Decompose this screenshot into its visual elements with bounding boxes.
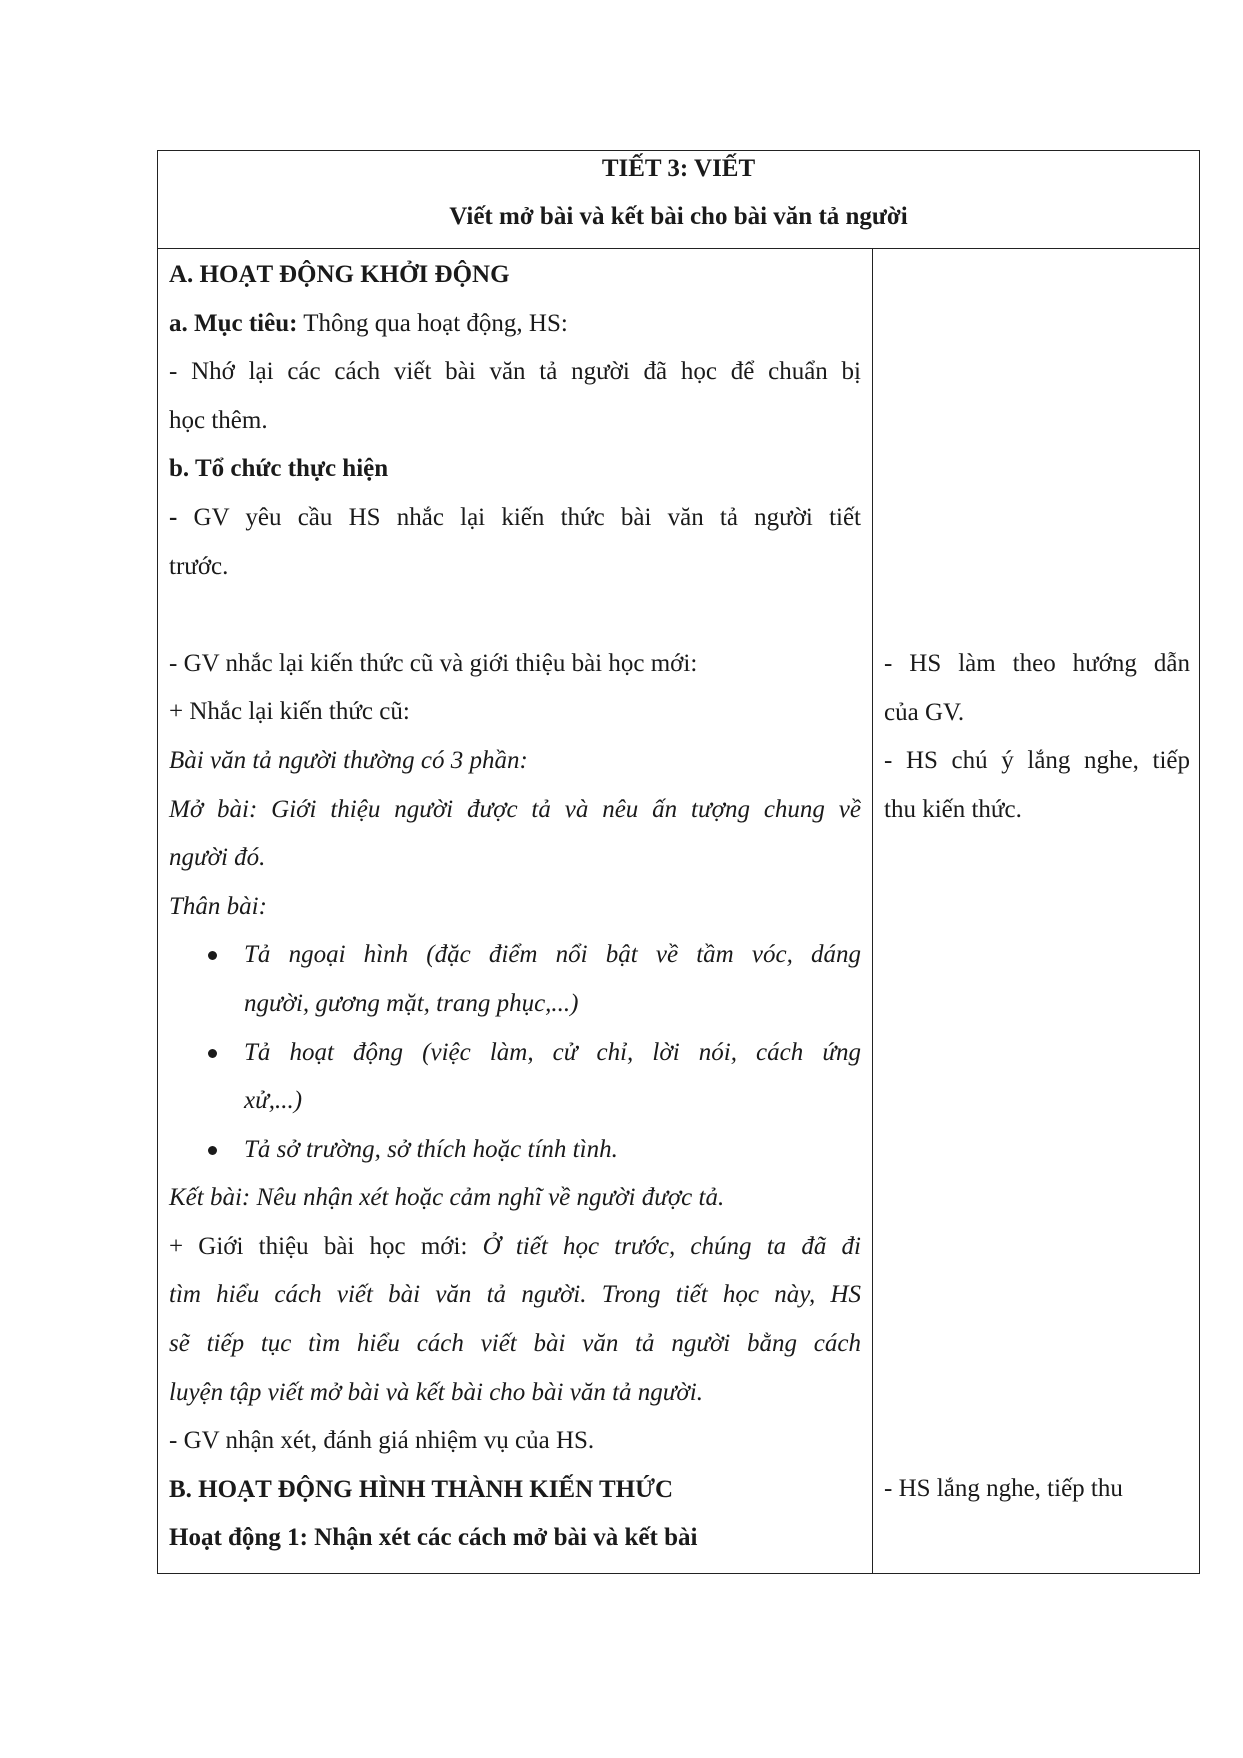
intro-line2: người đó. (169, 844, 266, 872)
bullet-icon (208, 951, 217, 960)
lesson-title: TIẾT 3: VIẾT (601, 155, 756, 182)
bullet-icon (208, 1146, 217, 1155)
objective-label: a. Mục tiêu: (169, 309, 298, 337)
objective-item-line1: - Nhớ lại các cách viết bài văn tả người đã học để chuẩn bị (169, 358, 861, 386)
hs-listen-line2: thu kiến thức. (884, 795, 1022, 823)
objective-line (169, 300, 861, 349)
hs-follow-line2: của GV. (884, 698, 965, 726)
hs-follow-line1: - HS làm theo hướng dẫn (884, 650, 1190, 677)
new-lesson-prefix: + Giới thiệu bài học mới: (169, 1232, 483, 1260)
gv-review-line: - GV nhắc lại kiến thức cũ và giới thiệu bài học mới: (169, 649, 698, 677)
intro-line1: Mở bài: Giới thiệu người được tả và nêu ấn tượng chung về (169, 795, 861, 823)
gv-request-line1 (169, 494, 861, 543)
hs-listen2-line: - HS lắng nghe, tiếp thu (884, 1475, 1123, 1502)
section-b-heading: B. HOẠT ĐỘNG HÌNH THÀNH KIẾN THỨC (169, 1475, 674, 1503)
spacer (169, 591, 861, 640)
recall-label: + Nhắc lại kiến thức cũ: (169, 698, 410, 726)
new-lesson-text: Ở tiết học trước, chúng ta đã đi (482, 1232, 861, 1260)
gv-request-text: GV yêu cầu HS nhắc lại kiến thức bài văn tả người tiết (193, 503, 862, 531)
student-response-2 (884, 1465, 1190, 1514)
new-lesson-line4: luyện tập viết mở bài và kết bài cho bài văn tả người. (169, 1378, 703, 1406)
conclusion-line: Kết bài: Nêu nhận xét hoặc cảm nghĩ về người được tả. (169, 1184, 725, 1212)
column-divider (872, 249, 873, 1573)
new-lesson-line1 (169, 1223, 861, 1272)
organization-heading: b. Tổ chức thực hiện (169, 455, 389, 483)
lesson-subtitle: Viết mở bài và kết bài cho bài văn tả người (449, 203, 908, 230)
gv-request-dash: - (169, 503, 194, 531)
table-header (158, 151, 1199, 249)
objective-text: Thông qua hoạt động, HS: (297, 309, 568, 337)
list-item: Tả ngoại hình (đặc điểm nổi bật về tầm vóc, dáng người, gương mặt, trang phục,...) (169, 931, 861, 1028)
gv-assess-line: - GV nhận xét, đánh giá nhiệm vụ của HS. (169, 1427, 595, 1455)
activity1-heading: Hoạt động 1: Nhận xét các cách mở bài và kết bài (169, 1524, 698, 1552)
body-label: Thân bài: (169, 892, 267, 920)
section-a-heading: A. HOẠT ĐỘNG KHỞI ĐỘNG (169, 261, 510, 288)
list-item: Tả sở trường, sở thích hoặc tính tình. (169, 1126, 861, 1175)
list-item: Tả hoạt động (việc làm, cử chỉ, lời nói, cách ứng xử,...) (169, 1029, 861, 1126)
body-bullet-list (169, 931, 861, 1174)
bullet-icon (208, 1049, 217, 1058)
new-lesson-line3: sẽ tiếp tục tìm hiểu cách viết bài văn tả người bằng cách (169, 1330, 861, 1358)
gv-request-line2: trước. (169, 552, 229, 580)
student-response-1 (884, 640, 1190, 834)
lesson-table (157, 150, 1200, 1574)
new-lesson-line2: tìm hiểu cách viết bài văn tả người. Trong tiết học này, HS (169, 1281, 861, 1309)
objective-item-line2: học thêm. (169, 406, 268, 434)
hs-listen-line1: - HS chú ý lắng nghe, tiếp (884, 747, 1190, 775)
teacher-activity-column (169, 251, 861, 1563)
essay-parts: Bài văn tả người thường có 3 phần: (169, 746, 528, 774)
